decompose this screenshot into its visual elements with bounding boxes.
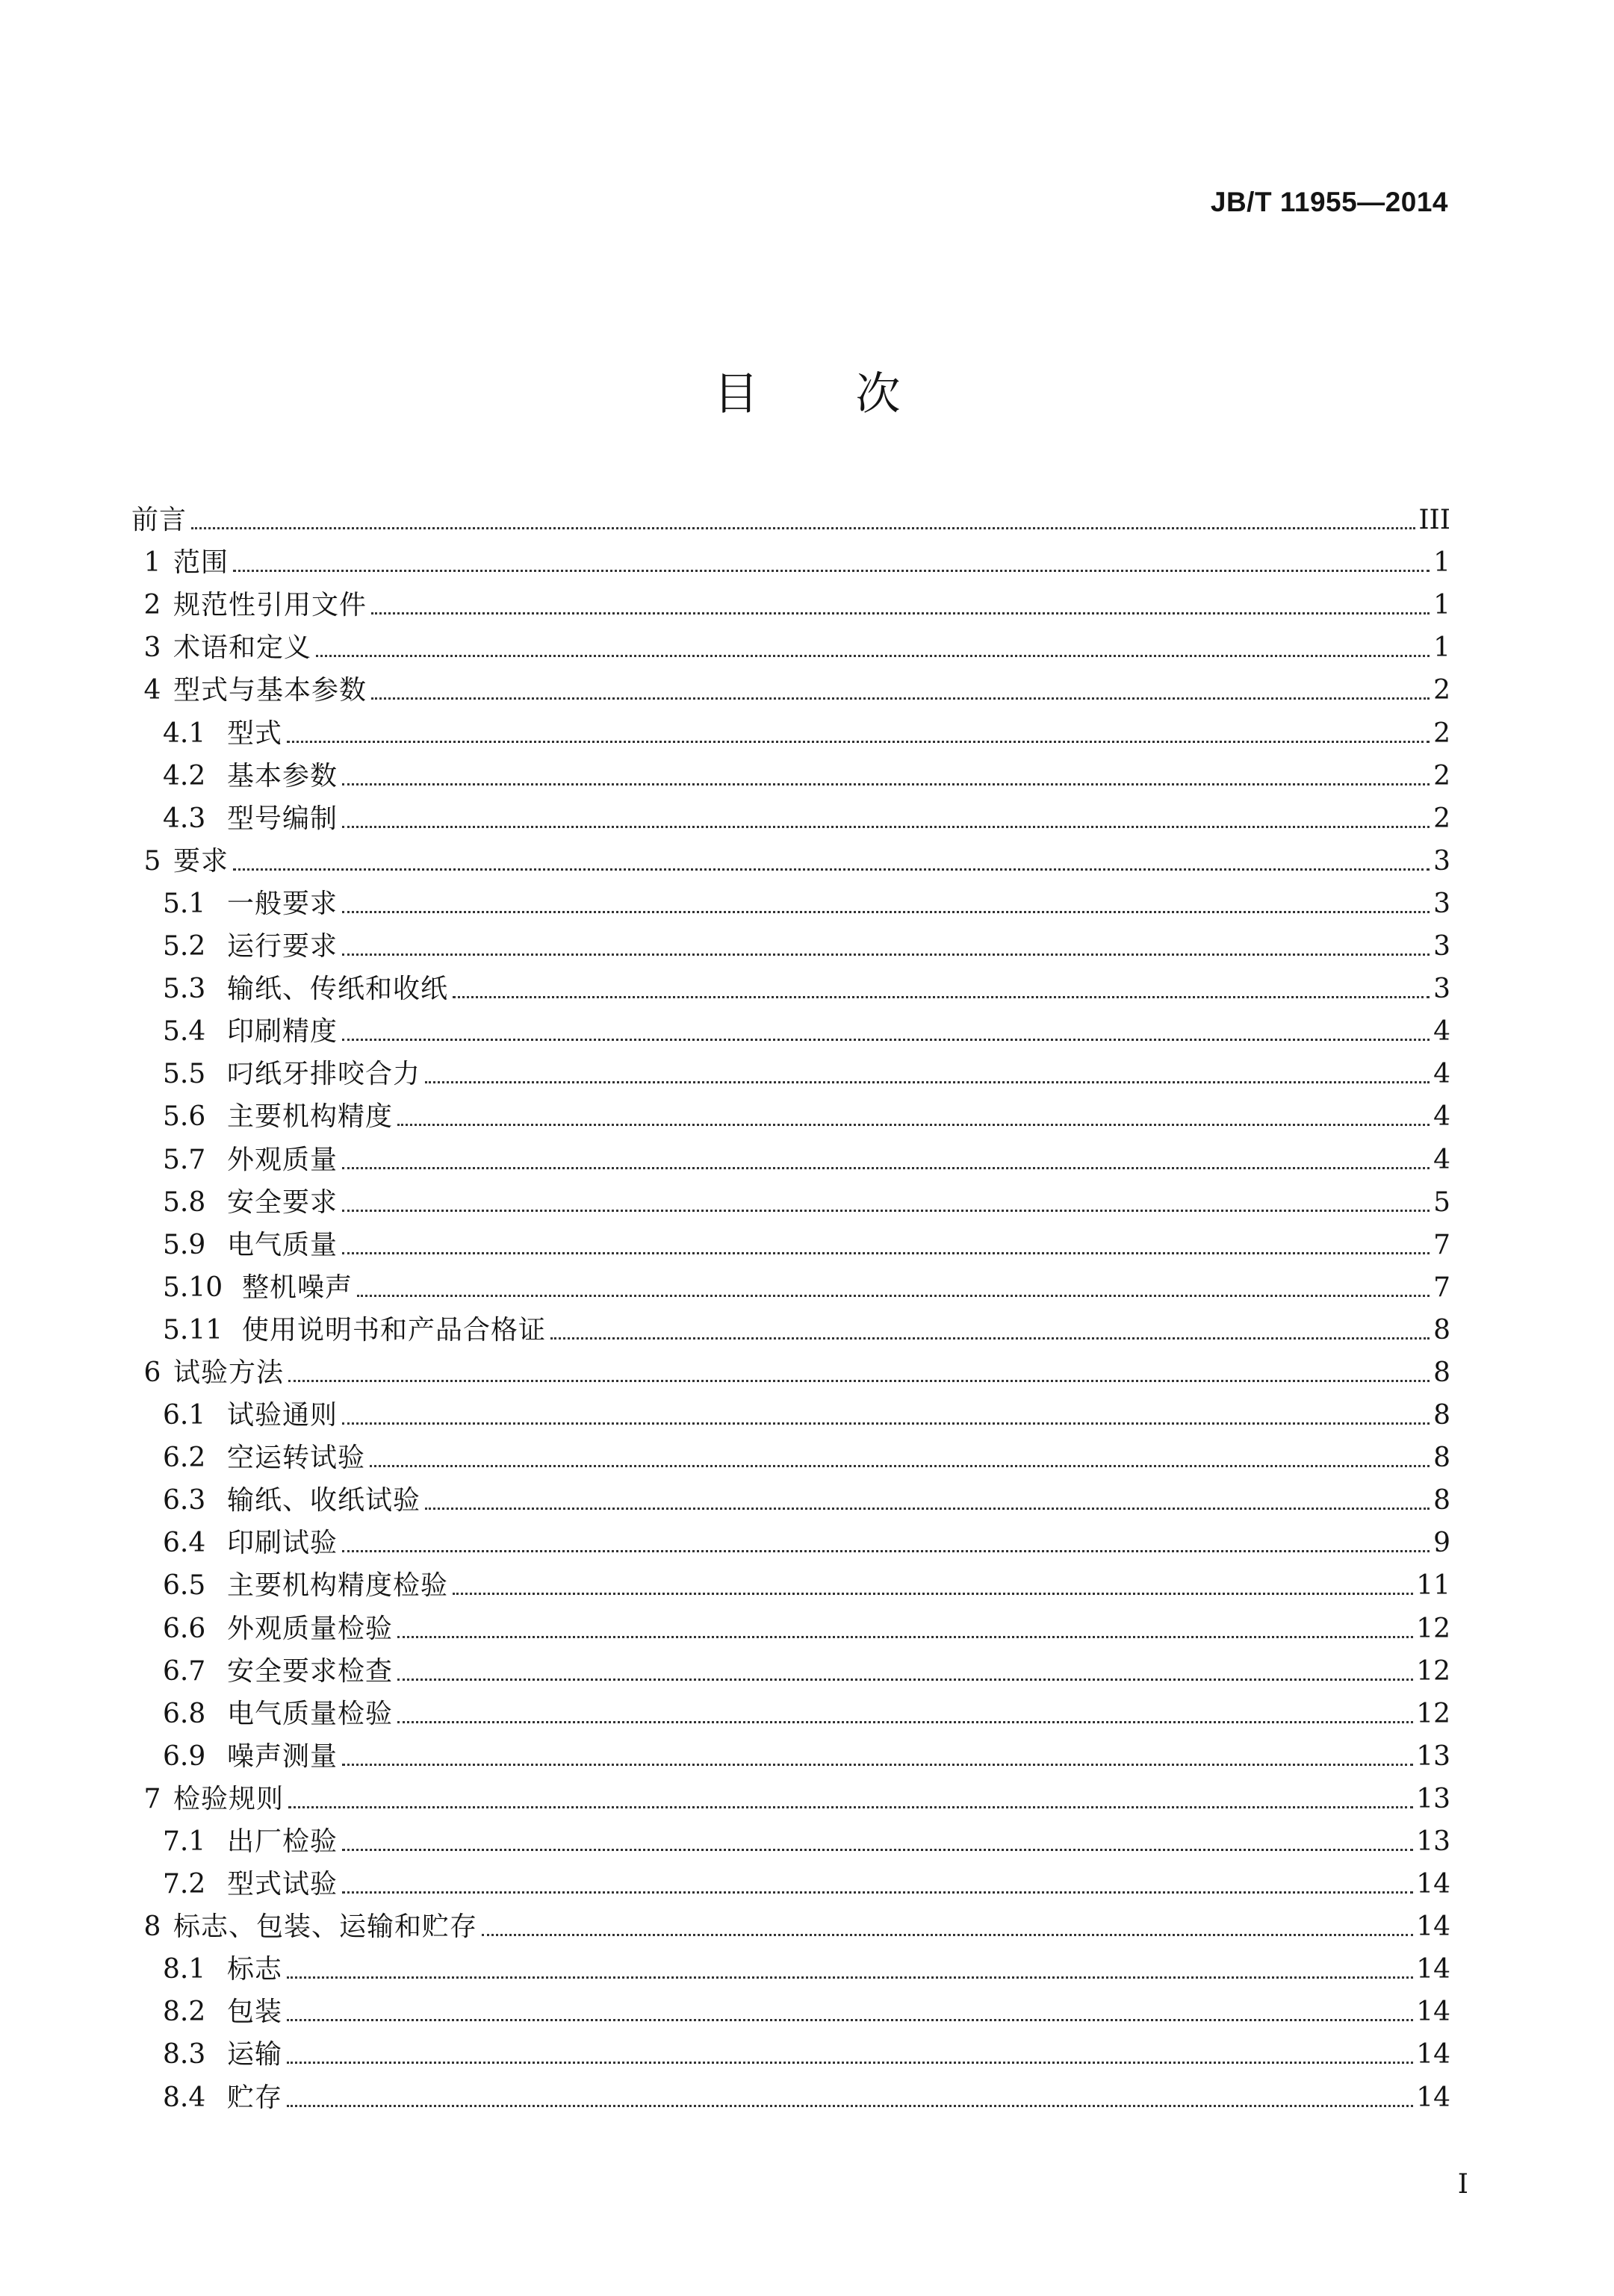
toc-entry[interactable] [131, 709, 1450, 751]
toc-leader-dots [371, 697, 1430, 700]
toc-entry[interactable] [131, 1945, 1450, 1988]
toc-leader-dots [342, 953, 1430, 956]
toc-leader-dots [233, 569, 1430, 572]
toc-entry-number: 6.8 [163, 1698, 206, 1729]
toc-entry-title: 印刷试验 [227, 1528, 338, 1559]
toc-leader-dots [550, 1337, 1430, 1340]
toc-entry-page: 8 [1433, 1400, 1450, 1431]
toc-entry[interactable] [131, 1050, 1450, 1092]
toc-entry-number: 6.2 [163, 1443, 206, 1474]
toc-leader-dots [287, 2061, 1413, 2064]
toc-entry-title: 基本参数 [227, 760, 338, 791]
toc-entry[interactable] [131, 538, 1450, 581]
toc-entry-title: 标志、包装、运输和贮存 [173, 1911, 478, 1943]
toc-entry-title: 型号编制 [227, 803, 338, 834]
toc-entry[interactable] [131, 1092, 1450, 1135]
toc-entry-page: 2 [1433, 760, 1450, 791]
toc-leader-dots [453, 1592, 1413, 1595]
toc-entry-page: 8 [1433, 1485, 1450, 1516]
toc-entry-title: 电气质量 [227, 1229, 338, 1260]
toc-leader-dots [342, 1891, 1413, 1894]
toc-entry-number: 8.3 [163, 2039, 206, 2071]
toc-entry-title: 包装 [227, 1997, 283, 2028]
toc-entry-page: 7 [1433, 1229, 1450, 1260]
toc-leader-dots [482, 1933, 1413, 1936]
title-char-2: 次 [855, 368, 901, 420]
toc-entry[interactable] [131, 1860, 1450, 1903]
toc-entry-number: 5.9 [163, 1229, 206, 1260]
toc-entry-number: 5.2 [163, 931, 206, 962]
toc-entry[interactable] [131, 1135, 1450, 1177]
toc-entry[interactable] [131, 1263, 1450, 1306]
toc-entry-number: 6.4 [163, 1528, 206, 1559]
toc-entry[interactable] [131, 623, 1450, 666]
toc-entry-title: 安全要求 [227, 1186, 338, 1218]
toc-entry[interactable] [131, 1561, 1450, 1604]
toc-entry-page: 13 [1416, 1740, 1450, 1772]
toc-entry[interactable] [131, 1221, 1450, 1263]
toc-entry-page: 14 [1416, 1869, 1450, 1900]
toc-entry-title: 型式 [227, 718, 283, 749]
toc-entry-number: 7.2 [163, 1869, 206, 1900]
toc-entry-number: 5 [143, 845, 161, 877]
toc-entry[interactable] [131, 581, 1450, 623]
toc-entry[interactable] [131, 1007, 1450, 1050]
standard-code: JB/T 11955—2014 [1210, 187, 1448, 217]
table-of-contents [131, 496, 1450, 2116]
toc-leader-dots [342, 1848, 1413, 1851]
toc-leader-dots [397, 1123, 1430, 1126]
toc-entry-page: 3 [1433, 888, 1450, 919]
toc-entry-title: 噪声测量 [227, 1740, 338, 1772]
toc-entry-title: 贮存 [227, 2082, 283, 2113]
toc-leader-dots [342, 1549, 1430, 1552]
toc-entry-page: 4 [1433, 1059, 1450, 1090]
toc-entry[interactable] [131, 1903, 1450, 1945]
toc-leader-dots [342, 910, 1430, 913]
toc-entry-title: 叼纸牙排咬合力 [227, 1059, 421, 1090]
toc-entry-title: 外观质量 [227, 1144, 338, 1175]
toc-leader-dots [287, 2018, 1413, 2021]
toc-entry[interactable] [131, 922, 1450, 965]
toc-entry-number: 6.9 [163, 1740, 206, 1772]
title-char-1: 目 [713, 368, 759, 420]
toc-entry-number: 5.11 [163, 1314, 223, 1345]
toc-entry[interactable] [131, 1732, 1450, 1775]
toc-leader-dots [425, 1507, 1430, 1510]
toc-entry[interactable] [131, 666, 1450, 709]
toc-entry-page: 8 [1433, 1314, 1450, 1345]
toc-entry-number: 3 [143, 632, 161, 664]
toc-entry-page: III [1418, 505, 1450, 536]
toc-leader-dots [397, 1678, 1413, 1681]
toc-entry-title: 规范性引用文件 [173, 590, 367, 621]
toc-entry-number: 2 [143, 590, 161, 621]
toc-entry-title: 运输 [227, 2039, 283, 2071]
toc-entry[interactable] [131, 965, 1450, 1007]
toc-entry-number: 7.1 [163, 1826, 206, 1857]
toc-entry-title: 范围 [173, 547, 229, 579]
toc-entry-number: 6.7 [163, 1655, 206, 1687]
toc-entry-number: 5.1 [163, 888, 206, 919]
page-number: I [1457, 2169, 1468, 2200]
toc-entry-number: 6.5 [163, 1570, 206, 1602]
toc-leader-dots [425, 1080, 1430, 1083]
toc-entry-page: 8 [1433, 1357, 1450, 1388]
toc-leader-dots [191, 526, 1415, 529]
toc-entry-page: 2 [1433, 803, 1450, 834]
toc-entry-title: 使用说明书和产品合格证 [242, 1314, 547, 1345]
toc-leader-dots [233, 868, 1430, 871]
toc-leader-dots [370, 1464, 1430, 1467]
toc-entry[interactable] [131, 1775, 1450, 1817]
toc-leader-dots [288, 1379, 1430, 1382]
toc-entry-title: 出厂检验 [227, 1826, 338, 1857]
toc-entry-title: 主要机构精度 [227, 1101, 394, 1133]
toc-entry[interactable] [131, 2073, 1450, 2115]
toc-entry-page: 3 [1433, 974, 1450, 1005]
toc-entry-title: 外观质量检验 [227, 1613, 394, 1644]
toc-leader-dots [287, 2104, 1413, 2107]
toc-entry-title: 主要机构精度检验 [227, 1570, 449, 1602]
toc-entry-page: 9 [1433, 1528, 1450, 1559]
toc-entry-number: 5.8 [163, 1186, 206, 1218]
toc-leader-dots [287, 1976, 1413, 1979]
toc-entry-number: 1 [143, 547, 161, 579]
toc-leader-dots [342, 1166, 1430, 1169]
toc-entry-page: 2 [1433, 718, 1450, 749]
toc-entry-number: 6.3 [163, 1485, 206, 1516]
toc-entry-page: 13 [1416, 1826, 1450, 1857]
toc-entry-page: 1 [1433, 547, 1450, 579]
toc-entry-page: 14 [1416, 2039, 1450, 2071]
toc-entry[interactable] [131, 1519, 1450, 1561]
toc-entry-title: 术语和定义 [173, 632, 312, 664]
toc-entry[interactable] [131, 1178, 1450, 1221]
toc-leader-dots [342, 783, 1430, 785]
toc-entry-page: 3 [1433, 845, 1450, 877]
toc-entry-title: 试验方法 [173, 1357, 285, 1388]
toc-entry-title: 试验通则 [227, 1400, 338, 1431]
toc-entry-number: 5.5 [163, 1059, 206, 1090]
toc-entry-number: 7 [143, 1783, 161, 1814]
toc-entry-number: 5.3 [163, 974, 206, 1005]
toc-entry[interactable] [131, 837, 1450, 880]
toc-entry[interactable] [131, 752, 1450, 794]
toc-entry-number: 8 [143, 1911, 161, 1943]
toc-entry-number: 8.4 [163, 2082, 206, 2113]
toc-entry-title: 一般要求 [227, 888, 338, 919]
toc-leader-dots [357, 1294, 1430, 1297]
toc-entry[interactable] [131, 1348, 1450, 1391]
toc-entry-page: 4 [1433, 1016, 1450, 1048]
toc-entry-title: 要求 [173, 845, 229, 877]
toc-entry-number: 6 [143, 1357, 161, 1388]
toc-leader-dots [342, 1209, 1430, 1212]
toc-leader-dots [342, 1763, 1413, 1766]
toc-entry-number: 5.7 [163, 1144, 206, 1175]
toc-leader-dots [316, 654, 1430, 657]
toc-entry-number: 5.4 [163, 1016, 206, 1048]
toc-entry-page: 11 [1416, 1570, 1450, 1602]
toc-entry-number: 4 [143, 675, 161, 706]
toc-entry-page: 5 [1433, 1186, 1450, 1218]
toc-leader-dots [397, 1635, 1413, 1638]
toc-entry-number: 5.6 [163, 1101, 206, 1133]
toc-entry-title: 型式试验 [227, 1869, 338, 1900]
toc-entry[interactable] [131, 1476, 1450, 1519]
toc-leader-dots [371, 612, 1430, 615]
toc-entry-number: 8.1 [163, 1954, 206, 1985]
toc-entry[interactable] [131, 496, 1450, 538]
toc-leader-dots [342, 1251, 1430, 1254]
toc-leader-dots [397, 1720, 1413, 1723]
toc-entry-page: 3 [1433, 931, 1450, 962]
toc-leader-dots [288, 1805, 1413, 1808]
toc-entry[interactable] [131, 880, 1450, 922]
toc-entry-number: 4.1 [163, 718, 206, 749]
toc-entry-title: 印刷精度 [227, 1016, 338, 1048]
toc-entry-title: 检验规则 [173, 1783, 285, 1814]
toc-entry-page: 14 [1416, 1954, 1450, 1985]
toc-entry-page: 4 [1433, 1144, 1450, 1175]
toc-leader-dots [453, 995, 1430, 998]
toc-entry-title: 安全要求检查 [227, 1655, 394, 1687]
toc-entry-number: 5.10 [163, 1272, 223, 1303]
toc-entry[interactable] [131, 2030, 1450, 2073]
toc-entry-title: 前言 [131, 505, 187, 536]
toc-entry[interactable] [131, 1391, 1450, 1434]
toc-entry[interactable] [131, 1604, 1450, 1646]
toc-entry-page: 14 [1416, 1911, 1450, 1943]
toc-entry-title: 标志 [227, 1954, 283, 1985]
toc-entry-page: 12 [1416, 1655, 1450, 1687]
toc-leader-dots [342, 1422, 1430, 1425]
toc-leader-dots [342, 825, 1430, 828]
toc-entry-title: 输纸、收纸试验 [227, 1485, 421, 1516]
toc-entry-page: 1 [1433, 590, 1450, 621]
toc-entry-number: 8.2 [163, 1997, 206, 2028]
toc-leader-dots [287, 740, 1430, 743]
toc-entry-number: 6.6 [163, 1613, 206, 1644]
toc-entry-title: 电气质量检验 [227, 1698, 394, 1729]
toc-entry[interactable] [131, 1434, 1450, 1476]
toc-entry-title: 空运转试验 [227, 1443, 366, 1474]
toc-entry-page: 2 [1433, 675, 1450, 706]
toc-entry-number: 4.2 [163, 760, 206, 791]
toc-entry-page: 7 [1433, 1272, 1450, 1303]
toc-entry-page: 4 [1433, 1101, 1450, 1133]
toc-entry-number: 4.3 [163, 803, 206, 834]
toc-entry[interactable] [131, 1690, 1450, 1732]
page-title [0, 364, 1614, 424]
toc-entry[interactable] [131, 1647, 1450, 1690]
toc-entry-number: 6.1 [163, 1400, 206, 1431]
toc-entry-title: 输纸、传纸和收纸 [227, 974, 449, 1005]
toc-entry[interactable] [131, 794, 1450, 837]
toc-entry[interactable] [131, 1817, 1450, 1860]
toc-entry[interactable] [131, 1306, 1450, 1348]
toc-entry-page: 14 [1416, 1997, 1450, 2028]
toc-entry-page: 12 [1416, 1698, 1450, 1729]
toc-entry-title: 运行要求 [227, 931, 338, 962]
toc-entry[interactable] [131, 1988, 1450, 2030]
toc-entry-page: 1 [1433, 632, 1450, 664]
toc-entry-title: 型式与基本参数 [173, 675, 367, 706]
toc-entry-page: 13 [1416, 1783, 1450, 1814]
toc-leader-dots [342, 1038, 1430, 1041]
toc-entry-title: 整机噪声 [242, 1272, 353, 1303]
toc-entry-page: 14 [1416, 2082, 1450, 2113]
toc-entry-page: 12 [1416, 1613, 1450, 1644]
toc-entry-page: 8 [1433, 1443, 1450, 1474]
